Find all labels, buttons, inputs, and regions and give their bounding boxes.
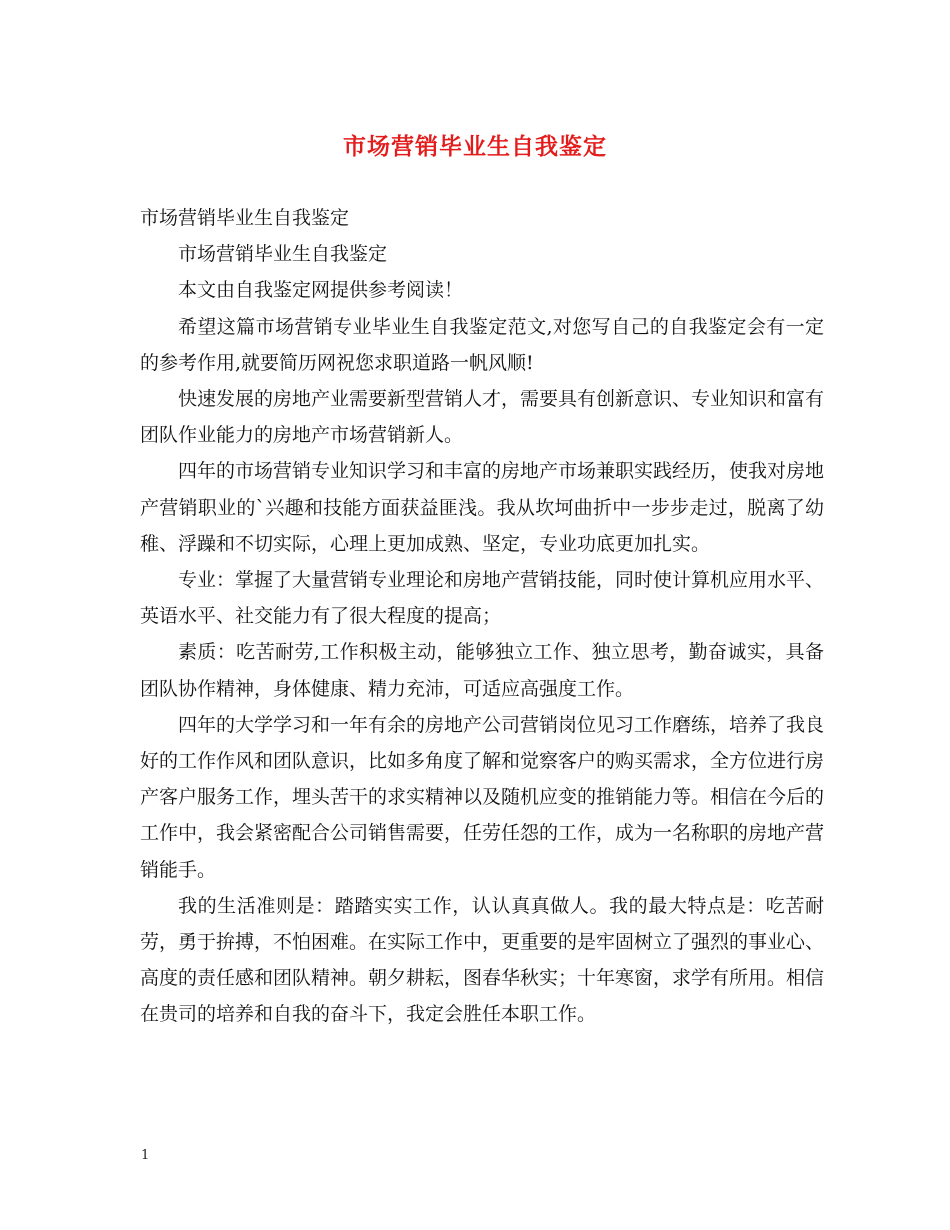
paragraph: 本文由自我鉴定网提供参考阅读！ <box>178 279 464 302</box>
document-body <box>140 200 824 1033</box>
page-number: 1 <box>141 1148 150 1163</box>
paragraph: 市场营销毕业生自我鉴定 <box>178 243 388 266</box>
paragraph: 希望这篇市场营销专业毕业生自我鉴定范文,对您写自己的自我鉴定会有一定的参考作用,就要简历网祝您求职道路一帆风顺! <box>140 315 824 374</box>
paragraph: 市场营销毕业生自我鉴定 <box>140 207 350 229</box>
paragraph: 专业：掌握了大量营销专业理论和房地产营销技能，同时使计算机应用水平、英语水平、社交能力有了很大程度的提高； <box>140 569 825 628</box>
document-title: 市场营销毕业生自我鉴定 <box>343 133 607 160</box>
paragraph: 我的生活准则是：踏踏实实工作，认认真真做人。我的最大特点是：吃苦耐劳，勇于拚搏，不怕困难。在实际工作中，更重要的是牢固树立了强烈的事业心、高度的责任感和团队精神。朝夕耕耘，图春华秋实；十年寒窗，求学有所用。相信在贵司的培养和自我的奋斗下，我定会胜任本职工作。 <box>140 894 825 1026</box>
paragraph: 快速发展的房地产业需要新型营销人才，需要具有创新意识、专业知识和富有团队作业能力的房地产市场营销新人。 <box>140 388 825 447</box>
paragraph: 素质：吃苦耐劳,工作积极主动，能够独立工作、独立思考，勤奋诚实，具备团队协作精神，身体健康、精力充沛，可适应高强度工作。 <box>140 641 824 700</box>
paragraph: 四年的大学学习和一年有余的房地产公司营销岗位见习工作磨练，培养了我良好的工作作风和团队意识，比如多角度了解和觉察客户的购买需求，全方位进行房产客户服务工作，埋头苦干的求实精神以及随机应变的推销能力等。相信在今后的工作中，我会紧密配合公司销售需要，任劳任怨的工作，成为一名称职的房地产营销能手。 <box>140 713 825 881</box>
paragraph: 四年的市场营销专业知识学习和丰富的房地产市场兼职实践经历，使我对房地产营销职业的`兴趣和技能方面获益匪浅。我从坎坷曲折中一步步走过，脱离了幼稚、浮躁和不切实际，心理上更加成熟、坚定，专业功底更加扎实。 <box>140 460 825 555</box>
